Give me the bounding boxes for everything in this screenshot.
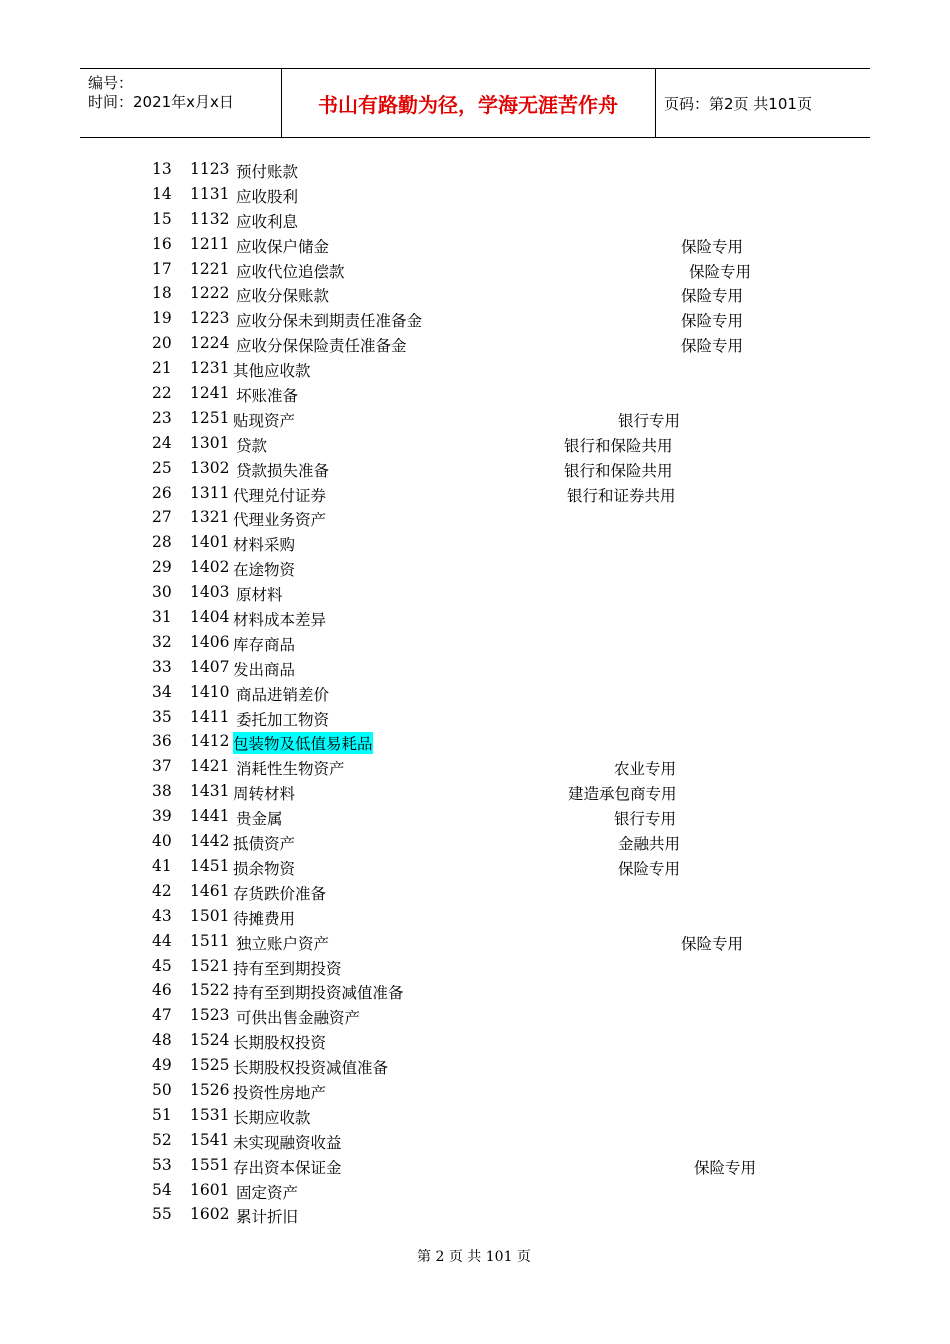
list-item (0, 556, 950, 581)
account-code: 1522 (190, 981, 230, 1000)
account-code: 1441 (190, 807, 230, 826)
row-index: 16 (152, 234, 172, 253)
list-item (0, 979, 950, 1004)
row-index: 47 (152, 1006, 172, 1025)
account-code: 1221 (190, 259, 230, 278)
account-name: 预付账款 (236, 163, 299, 181)
account-code: 1223 (190, 309, 230, 328)
list-item (0, 1079, 950, 1104)
row-index: 24 (152, 433, 172, 452)
list-item (0, 656, 950, 681)
list-item (0, 780, 950, 805)
account-code: 1321 (190, 508, 230, 527)
account-name: 应收分保未到期责任准备金 (236, 312, 423, 331)
row-index: 32 (152, 632, 172, 651)
row-index: 17 (152, 259, 172, 278)
account-code: 1521 (190, 956, 230, 975)
account-name: 贵金属 (236, 810, 283, 829)
list-item (0, 606, 950, 631)
account-code: 1421 (190, 757, 230, 776)
list-item (0, 1129, 950, 1154)
account-code: 1403 (190, 583, 230, 602)
list-item (0, 855, 950, 880)
list-item (0, 930, 950, 955)
account-code: 1431 (190, 782, 230, 801)
account-usage-note: 保险专用 (689, 262, 752, 281)
list-item (0, 1054, 950, 1079)
account-name: 抵债资产 (233, 835, 296, 854)
list-item (0, 1179, 950, 1204)
account-code: 1526 (190, 1080, 230, 1099)
account-name: 长期股权投资减值准备 (233, 1059, 389, 1078)
row-index: 21 (152, 359, 172, 378)
account-usage-note: 金融共用 (618, 835, 681, 854)
account-code: 1311 (190, 483, 230, 502)
account-name: 可供出售金融资产 (236, 1009, 361, 1028)
list-item (0, 905, 950, 930)
account-name: 材料成本差异 (233, 611, 327, 630)
row-index: 50 (152, 1080, 172, 1099)
account-name: 存出资本保证金 (233, 1158, 342, 1177)
header-meta (80, 69, 280, 137)
account-name: 材料采购 (233, 536, 296, 555)
account-name: 待摊费用 (233, 909, 296, 928)
account-name: 坏账准备 (236, 387, 299, 406)
list-item (0, 1104, 950, 1129)
list-item (0, 382, 950, 407)
account-name: 长期应收款 (233, 1108, 311, 1127)
row-index: 27 (152, 508, 172, 527)
account-name: 存货跌价准备 (233, 884, 327, 903)
account-name: 委托加工物资 (236, 710, 330, 729)
account-code: 1541 (190, 1130, 230, 1149)
account-code: 1407 (190, 657, 230, 676)
document-time-label: 时间：2021年x月x日 (88, 93, 234, 111)
account-name: 周转材料 (233, 785, 296, 804)
list-item (0, 531, 950, 556)
row-index: 20 (152, 334, 172, 353)
account-name: 代理业务资产 (233, 511, 327, 530)
row-index: 28 (152, 533, 172, 552)
account-code: 1412 (190, 732, 230, 751)
page-footer (0, 1246, 950, 1266)
row-index: 46 (152, 981, 172, 1000)
account-name: 应收利息 (236, 212, 299, 231)
account-code: 1602 (190, 1205, 230, 1224)
account-code: 1601 (190, 1180, 230, 1199)
account-name: 商品进销差价 (236, 685, 330, 704)
list-item (0, 880, 950, 905)
account-code: 1131 (190, 184, 230, 203)
account-name: 其他应收款 (233, 362, 311, 381)
list-item (0, 482, 950, 507)
account-code: 1523 (190, 1006, 230, 1025)
row-index: 25 (152, 458, 172, 477)
account-name: 贴现资产 (233, 411, 296, 430)
row-index: 37 (152, 757, 172, 776)
row-index: 55 (152, 1205, 172, 1224)
account-name: 原材料 (236, 586, 283, 605)
account-code: 1511 (190, 931, 230, 950)
list-item (0, 1029, 950, 1054)
list-item (0, 307, 950, 332)
list-item (0, 457, 950, 482)
account-usage-note: 保险专用 (694, 1158, 757, 1177)
account-name: 累计折旧 (236, 1208, 299, 1227)
account-name: 持有至到期投资减值准备 (233, 984, 404, 1003)
account-code: 1411 (190, 707, 230, 726)
row-index: 13 (152, 160, 172, 178)
row-index: 44 (152, 931, 172, 950)
account-code: 1302 (190, 458, 230, 477)
row-index: 18 (152, 284, 172, 303)
row-index: 23 (152, 408, 172, 427)
account-usage-note: 保险专用 (618, 859, 681, 878)
account-code: 1222 (190, 284, 230, 303)
row-index: 29 (152, 558, 172, 577)
page-header (80, 68, 870, 138)
header-page-info: 页码：第2页 共101页 (664, 94, 812, 113)
account-name: 贷款损失准备 (236, 461, 330, 480)
row-index: 54 (152, 1180, 172, 1199)
row-index: 38 (152, 782, 172, 801)
account-code: 1211 (190, 234, 230, 253)
account-code: 1531 (190, 1105, 230, 1124)
row-index: 22 (152, 384, 172, 403)
account-code: 1501 (190, 906, 230, 925)
account-code: 1402 (190, 558, 230, 577)
list-item (0, 208, 950, 233)
list-item (0, 233, 950, 258)
account-code: 1301 (190, 433, 230, 452)
list-item (0, 631, 950, 656)
account-usage-note: 银行和证券共用 (567, 486, 676, 505)
list-item (0, 681, 950, 706)
list-item (0, 755, 950, 780)
account-code: 1132 (190, 209, 230, 228)
account-name: 长期股权投资 (233, 1034, 327, 1053)
account-name: 在途物资 (233, 561, 296, 580)
account-name: 未实现融资收益 (233, 1133, 342, 1152)
row-index: 53 (152, 1155, 172, 1174)
row-index: 30 (152, 583, 172, 602)
list-item (0, 158, 950, 183)
list-item (0, 183, 950, 208)
row-index: 15 (152, 209, 172, 228)
list-item (0, 332, 950, 357)
account-usage-note: 保险专用 (681, 287, 744, 306)
list-item (0, 1203, 950, 1228)
account-code: 1404 (190, 608, 230, 627)
account-usage-note: 保险专用 (681, 237, 744, 256)
account-name: 投资性房地产 (233, 1083, 327, 1102)
account-usage-note: 保险专用 (681, 312, 744, 331)
list-item (0, 432, 950, 457)
account-usage-note: 银行和保险共用 (564, 461, 673, 480)
list-item (0, 730, 950, 755)
header-divider (655, 69, 656, 137)
row-index: 43 (152, 906, 172, 925)
account-name: 持有至到期投资 (233, 959, 342, 978)
header-motto: 书山有路勤为径，学海无涯苦作舟 (318, 92, 618, 117)
account-name: 应收分保保险责任准备金 (236, 337, 407, 356)
account-code: 1525 (190, 1056, 230, 1075)
account-name: 应收分保账款 (236, 287, 330, 306)
account-name: 代理兑付证券 (233, 486, 327, 505)
account-code: 1524 (190, 1031, 230, 1050)
account-name: 库存商品 (233, 635, 296, 654)
account-code: 1123 (190, 160, 230, 178)
account-name: 固定资产 (236, 1183, 299, 1202)
list-item (0, 506, 950, 531)
account-code: 1241 (190, 384, 230, 403)
account-code: 1451 (190, 856, 230, 875)
row-index: 36 (152, 732, 172, 751)
account-code: 1442 (190, 832, 230, 851)
row-index: 14 (152, 184, 172, 203)
list-item (0, 706, 950, 731)
account-code: 1406 (190, 632, 230, 651)
row-index: 49 (152, 1056, 172, 1075)
account-code: 1401 (190, 533, 230, 552)
account-usage-note: 银行专用 (614, 810, 677, 829)
account-name: 包装物及低值易耗品 (233, 732, 373, 754)
row-index: 31 (152, 608, 172, 627)
account-usage-note: 农业专用 (614, 760, 677, 779)
row-index: 19 (152, 309, 172, 328)
account-usage-note: 保险专用 (681, 934, 744, 953)
account-code: 1551 (190, 1155, 230, 1174)
account-name: 损余物资 (233, 859, 296, 878)
document-number-label: 编号： (88, 74, 134, 92)
account-list (0, 158, 950, 1228)
row-index: 48 (152, 1031, 172, 1050)
account-code: 1410 (190, 682, 230, 701)
account-usage-note: 保险专用 (681, 337, 744, 356)
row-index: 51 (152, 1105, 172, 1124)
account-name: 应收股利 (236, 187, 299, 206)
account-name: 消耗性生物资产 (236, 760, 345, 779)
row-index: 45 (152, 956, 172, 975)
row-index: 34 (152, 682, 172, 701)
account-usage-note: 银行和保险共用 (564, 436, 673, 455)
row-index: 41 (152, 856, 172, 875)
list-item (0, 581, 950, 606)
row-index: 39 (152, 807, 172, 826)
account-code: 1251 (190, 408, 230, 427)
row-index: 52 (152, 1130, 172, 1149)
list-item (0, 282, 950, 307)
account-code: 1224 (190, 334, 230, 353)
account-name: 贷款 (236, 436, 268, 455)
list-item (0, 1004, 950, 1029)
account-name: 独立账户资产 (236, 934, 330, 953)
row-index: 35 (152, 707, 172, 726)
list-item (0, 357, 950, 382)
list-item (0, 955, 950, 980)
account-name: 应收代位追偿款 (236, 262, 345, 281)
footer-page-number: 第 2 页 共 101 页 (417, 1249, 531, 1265)
list-item (0, 1154, 950, 1179)
row-index: 33 (152, 657, 172, 676)
list-item (0, 805, 950, 830)
account-code: 1231 (190, 359, 230, 378)
account-usage-note: 银行专用 (618, 411, 681, 430)
account-name: 应收保户储金 (236, 237, 330, 256)
account-name: 发出商品 (233, 660, 296, 679)
row-index: 42 (152, 881, 172, 900)
list-item (0, 830, 950, 855)
list-item (0, 258, 950, 283)
account-usage-note: 建造承包商专用 (568, 785, 677, 804)
account-code: 1461 (190, 881, 230, 900)
row-index: 26 (152, 483, 172, 502)
list-item (0, 407, 950, 432)
row-index: 40 (152, 832, 172, 851)
